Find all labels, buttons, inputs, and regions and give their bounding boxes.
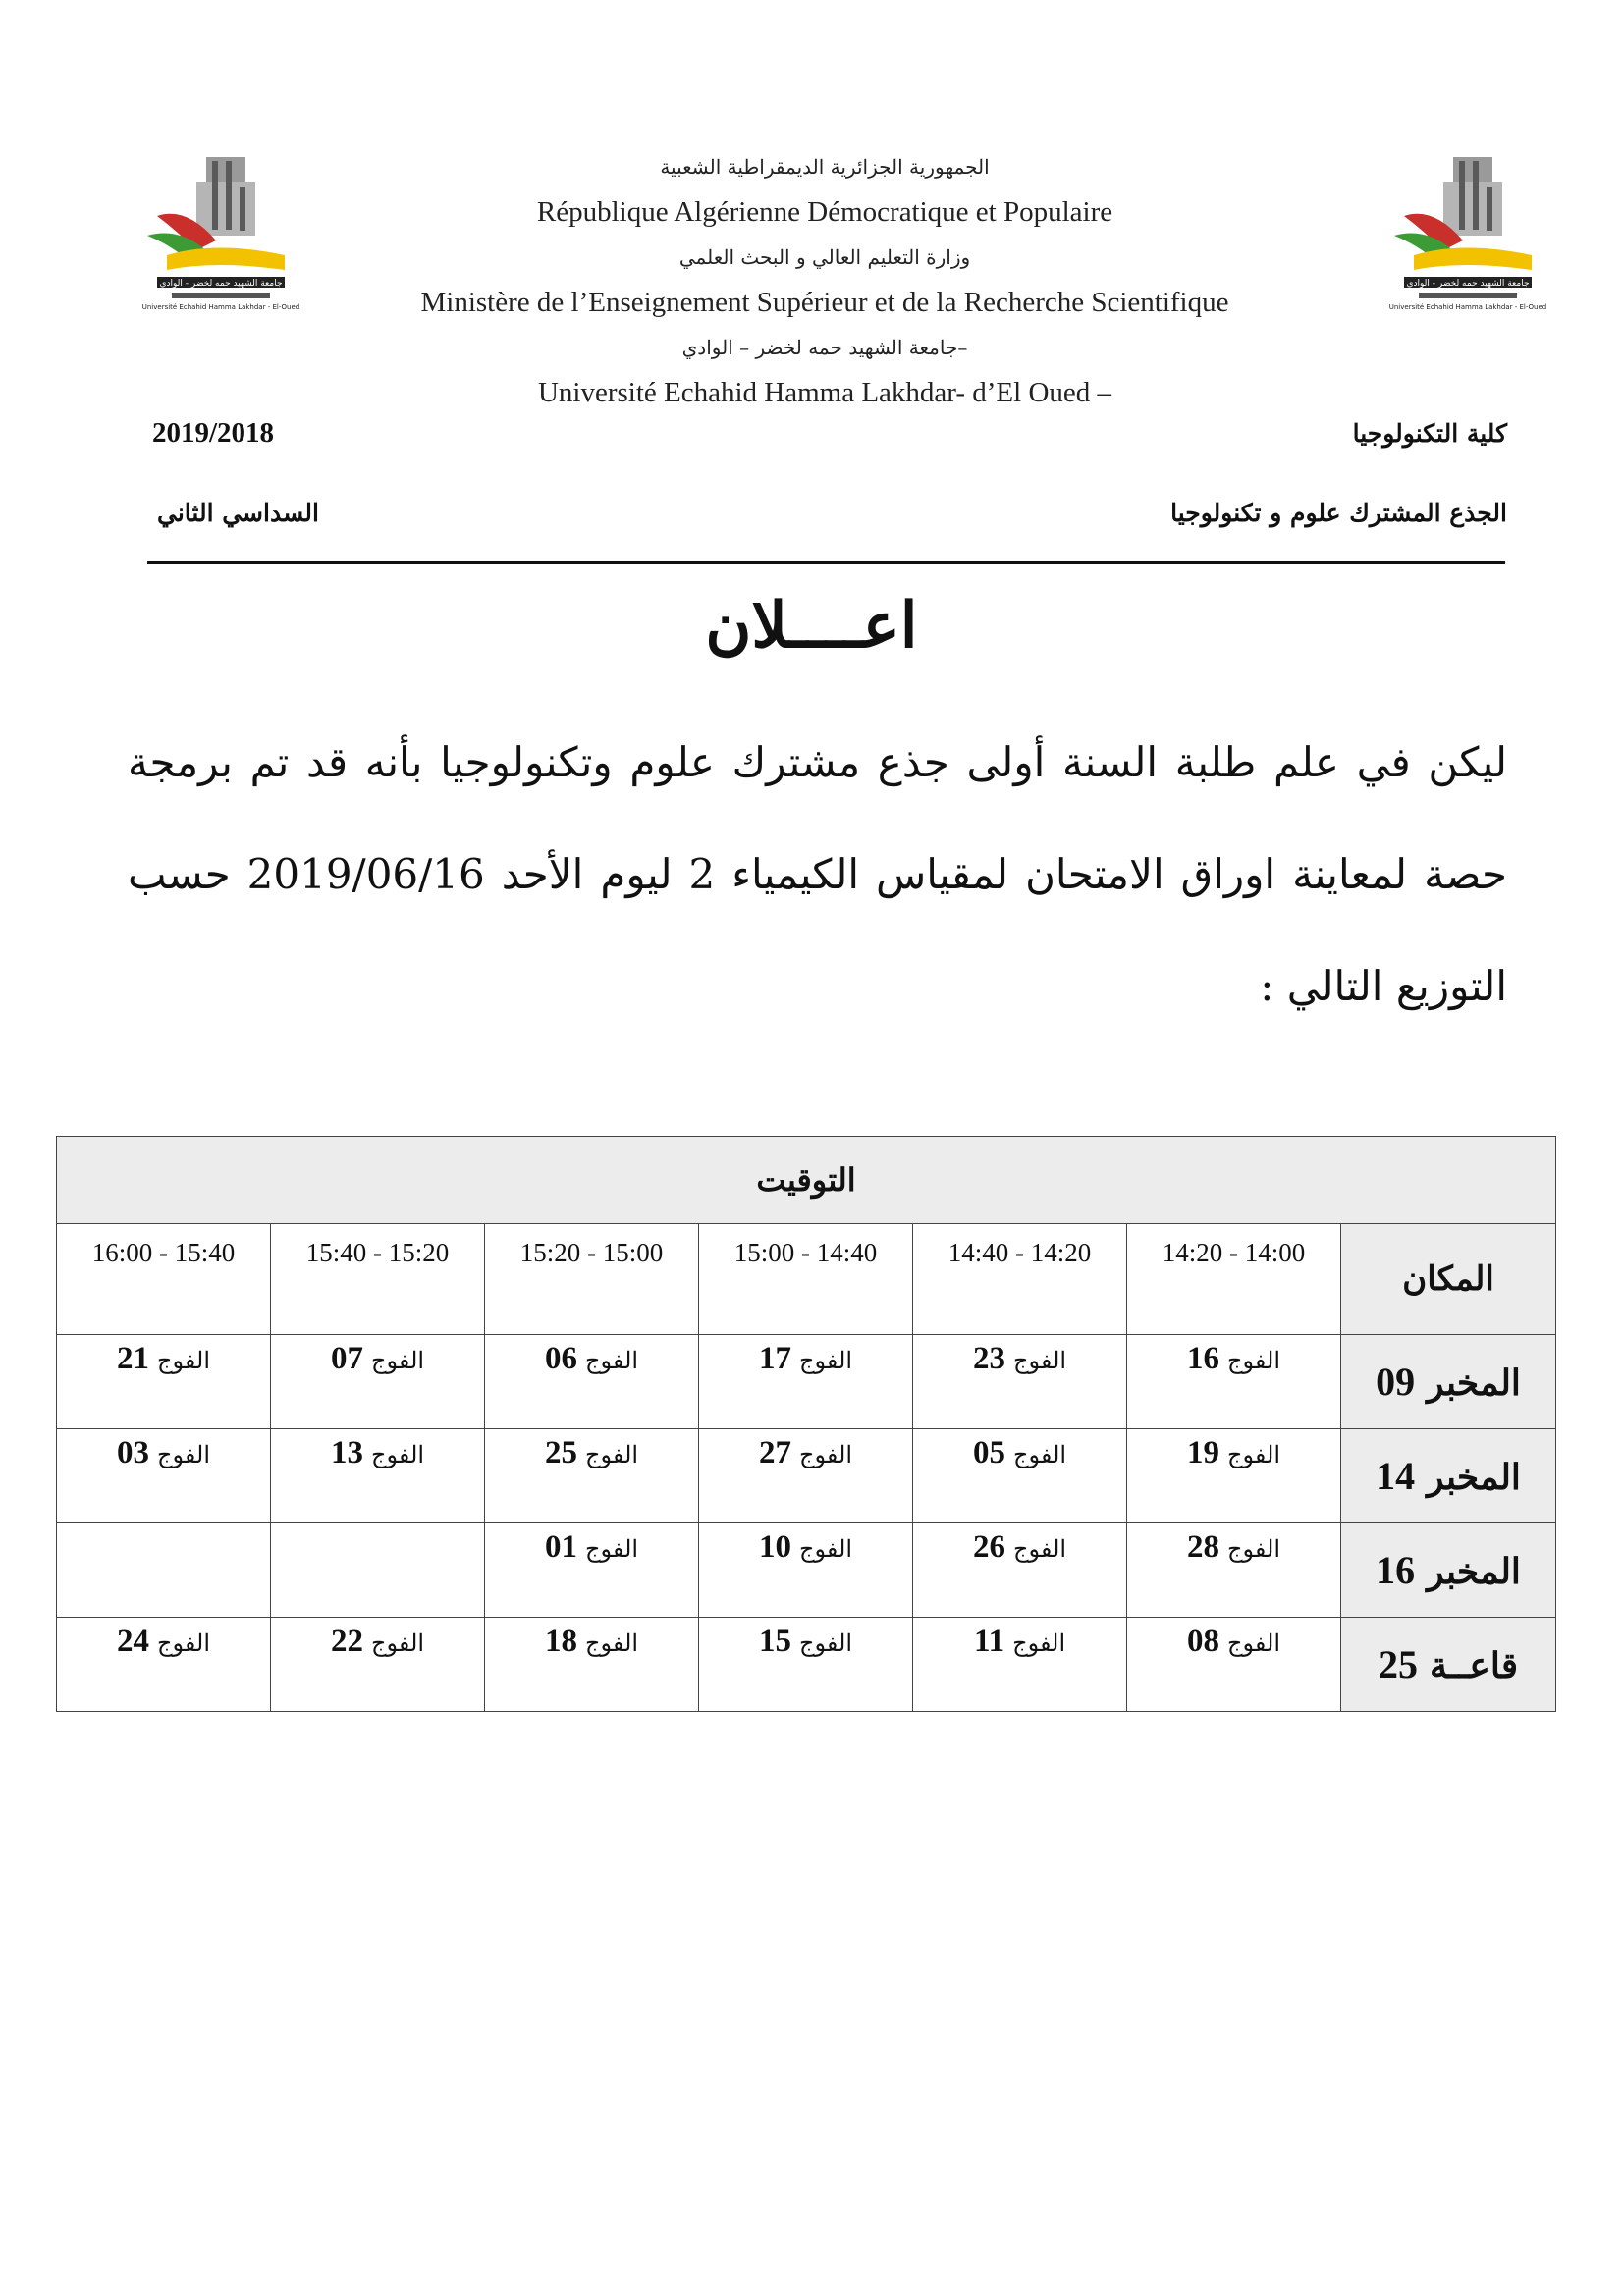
university-logo-icon — [137, 147, 304, 314]
document-header — [334, 147, 1316, 418]
place-number: 09 — [1376, 1360, 1416, 1404]
university-logo-right — [1384, 147, 1551, 314]
university-logo-left — [137, 147, 304, 314]
time-slot-header: 15:00 - 14:40 — [699, 1224, 913, 1335]
group-word: الفوج — [1013, 1535, 1067, 1563]
group-word: الفوج — [799, 1629, 853, 1657]
time-slot-header: 15:40 - 15:20 — [271, 1224, 485, 1335]
group-word: الفوج — [799, 1441, 853, 1468]
timing-header: التوقيت — [57, 1137, 1556, 1224]
place-name: المخبر — [1427, 1457, 1521, 1498]
group-word: الفوج — [799, 1535, 853, 1563]
group-cell — [913, 1523, 1127, 1618]
group-cell — [913, 1429, 1127, 1523]
group-cell — [271, 1429, 485, 1523]
group-word: الفوج — [1227, 1535, 1281, 1563]
time-slot-header: 15:20 - 15:00 — [485, 1224, 699, 1335]
semester: السداسي الثاني — [157, 499, 319, 527]
table-row — [57, 1618, 1556, 1712]
group-cell — [485, 1618, 699, 1712]
group-word: الفوج — [1012, 1629, 1066, 1657]
header-fr-republic: République Algérienne Démocratique et Populaire — [536, 196, 1113, 228]
group-cell — [699, 1618, 913, 1712]
time-slot-header: 16:00 - 15:40 — [57, 1224, 271, 1335]
place-cell — [1341, 1429, 1556, 1523]
group-cell — [485, 1335, 699, 1429]
header-divider — [147, 561, 1505, 564]
table-row — [57, 1523, 1556, 1618]
group-number: 01 — [545, 1529, 578, 1565]
table-row — [57, 1429, 1556, 1523]
logo-ar-name: جامعة الشهيد حمه لخضر - الوادي — [159, 279, 283, 289]
group-number: 07 — [331, 1341, 364, 1376]
logo-fr-name: Université Echahid Hamma Lakhdar - El-Oued — [1388, 303, 1547, 311]
header-fr-ministry: Ministère de l’Enseignement Supérieur et de la Recherche Scientifique — [420, 287, 1229, 318]
header-ar-ministry: وزارة التعليم العالي و البحث العلمي — [678, 245, 971, 269]
group-word: الفوج — [585, 1347, 639, 1374]
announcement-body: ليكن في علم طلبة السنة أولى جذع مشترك علوم وتكنولوجيا بأنه قد تم برمجة حصة لمعاينة اوراق الامتحان لمقياس الكيمياء 2 ليوم الأحد 2019/06/16 حسب التوزيع التالي : — [128, 738, 1507, 1010]
time-slot-header: 14:40 - 14:20 — [913, 1224, 1127, 1335]
place-number: 25 — [1379, 1642, 1419, 1686]
group-number: 26 — [973, 1529, 1006, 1565]
place-header: المكان — [1341, 1224, 1556, 1335]
header-ar-republic: الجمهورية الجزائرية الديمقراطية الشعبية — [660, 155, 990, 179]
place-cell — [1341, 1523, 1556, 1618]
header-fr-university: Université Echahid Hamma Lakhdar- d’El Oued – — [537, 377, 1112, 408]
group-number: 10 — [759, 1529, 792, 1565]
group-word: الفوج — [371, 1441, 425, 1468]
group-word: الفوج — [799, 1347, 853, 1374]
group-number: 17 — [759, 1341, 792, 1376]
time-slot-header: 14:20 - 14:00 — [1127, 1224, 1341, 1335]
place-name: قاعــة — [1430, 1645, 1519, 1686]
group-cell — [271, 1618, 485, 1712]
group-number: 22 — [331, 1624, 364, 1659]
group-cell — [699, 1523, 913, 1618]
group-word: الفوج — [1227, 1441, 1281, 1468]
schedule-table — [56, 1136, 1556, 1712]
place-name: المخبر — [1427, 1551, 1521, 1592]
group-cell — [57, 1429, 271, 1523]
group-number: 18 — [545, 1624, 578, 1659]
group-cell — [1127, 1335, 1341, 1429]
group-cell — [57, 1618, 271, 1712]
group-cell — [913, 1618, 1127, 1712]
academic-year: 2019/2018 — [152, 417, 275, 449]
group-cell — [699, 1429, 913, 1523]
group-word: الفوج — [585, 1535, 639, 1563]
group-number: 11 — [973, 1624, 1005, 1659]
place-cell — [1341, 1335, 1556, 1429]
group-cell — [1127, 1618, 1341, 1712]
group-number: 21 — [117, 1341, 150, 1376]
group-number: 28 — [1187, 1529, 1220, 1565]
place-number: 14 — [1376, 1454, 1416, 1498]
group-number: 19 — [1187, 1435, 1220, 1470]
group-word: الفوج — [157, 1629, 211, 1657]
group-word: الفوج — [157, 1347, 211, 1374]
group-word: الفوج — [371, 1347, 425, 1374]
group-word: الفوج — [1013, 1441, 1067, 1468]
group-cell — [57, 1335, 271, 1429]
place-number: 16 — [1376, 1548, 1416, 1592]
group-cell — [699, 1335, 913, 1429]
group-word: الفوج — [585, 1629, 639, 1657]
department-name: الجذع المشترك علوم و تكنولوجيا — [1170, 499, 1507, 527]
group-cell — [1127, 1429, 1341, 1523]
group-word: الفوج — [157, 1441, 211, 1468]
group-number: 05 — [973, 1435, 1006, 1470]
group-cell — [485, 1523, 699, 1618]
place-cell — [1341, 1618, 1556, 1712]
group-word: الفوج — [585, 1441, 639, 1468]
group-cell — [57, 1523, 271, 1618]
header-ar-university: جامعة الشهيد حمه لخضر – الوادي– — [681, 336, 968, 359]
group-word: الفوج — [371, 1629, 425, 1657]
group-number: 06 — [545, 1341, 578, 1376]
group-word: الفوج — [1013, 1347, 1067, 1374]
group-number: 15 — [759, 1624, 792, 1659]
university-logo-icon — [1384, 147, 1551, 314]
group-cell — [271, 1523, 485, 1618]
group-cell — [913, 1335, 1127, 1429]
group-cell — [485, 1429, 699, 1523]
group-number: 16 — [1187, 1341, 1220, 1376]
table-row — [57, 1335, 1556, 1429]
logo-fr-name: Université Echahid Hamma Lakhdar - El-Oued — [141, 303, 300, 311]
group-number: 27 — [759, 1435, 792, 1470]
group-number: 03 — [117, 1435, 150, 1470]
group-number: 08 — [1187, 1624, 1220, 1659]
announcement-title: اعــــلان — [705, 589, 918, 663]
place-name: المخبر — [1427, 1362, 1521, 1404]
group-number: 23 — [973, 1341, 1006, 1376]
group-number: 24 — [117, 1624, 150, 1659]
group-number: 13 — [331, 1435, 364, 1470]
group-cell — [1127, 1523, 1341, 1618]
group-word: الفوج — [1227, 1347, 1281, 1374]
group-word: الفوج — [1227, 1629, 1281, 1657]
faculty-name: كلية التكنولوجيا — [1352, 419, 1507, 448]
logo-ar-name: جامعة الشهيد حمه لخضر - الوادي — [1406, 279, 1530, 289]
group-number: 25 — [545, 1435, 578, 1470]
group-cell — [271, 1335, 485, 1429]
